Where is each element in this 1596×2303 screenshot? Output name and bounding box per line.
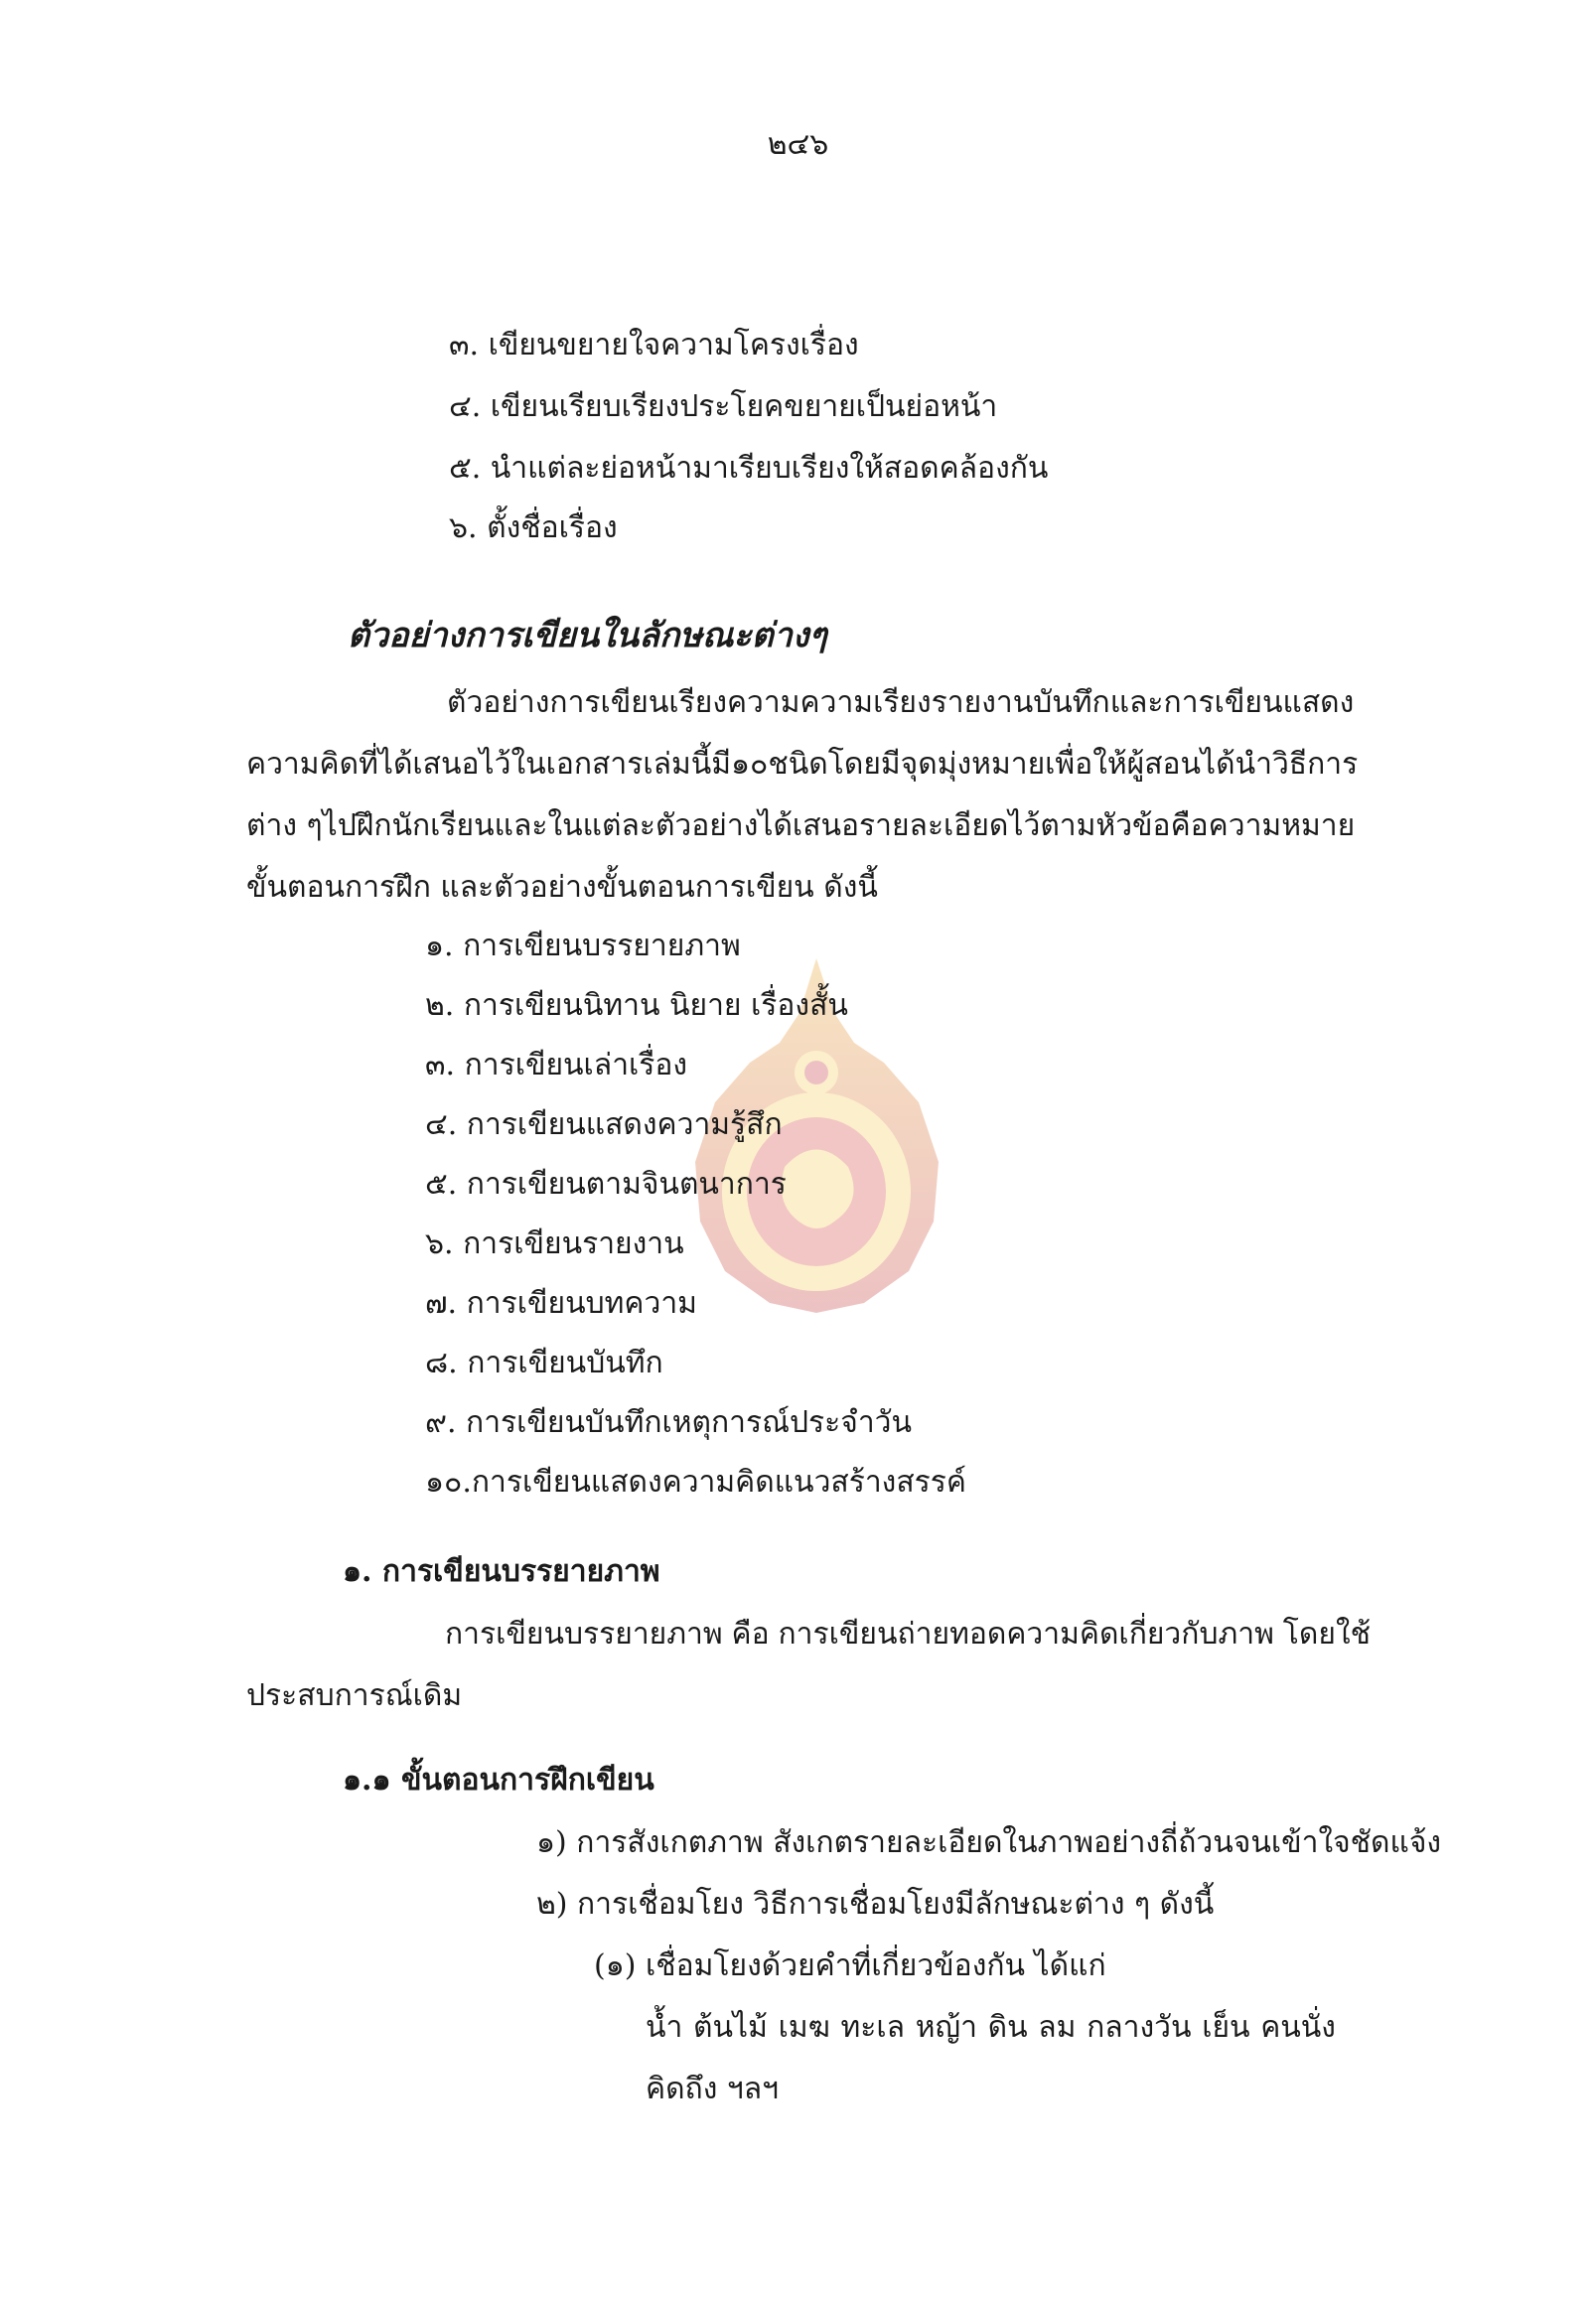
word: ลม <box>1038 2010 1077 2045</box>
word: เย็น <box>1202 2010 1250 2045</box>
text-segment: ไปฝึกนักเรียน <box>322 808 495 843</box>
page-number: ๒๔๖ <box>767 127 829 162</box>
paragraph-line: ขั้นตอนการฝึก และตัวอย่างขั้นตอนการเขียน ดังนี้ <box>246 870 878 905</box>
word: ต้นไม้ <box>693 2010 768 2045</box>
definition-line <box>445 1617 1371 1653</box>
word-line <box>646 2010 1336 2046</box>
writing-type-item: ๑๐.การเขียนแสดงความคิดแนวสร้างสรรค์ <box>425 1465 966 1500</box>
writing-type-item: ๔. การเขียนแสดงความรู้สึก <box>425 1107 783 1142</box>
text-segment: ตัวอย่างการเขียนเรียงความ <box>447 685 800 720</box>
text-segment: และในแต่ละตัวอย่างได้เสนอรายละเอียดไว้ตามหัวข้อ <box>494 808 1171 843</box>
sub-step: (๑) เชื่อมโยงด้วยคำที่เกี่ยวข้องกัน ได้แก่ <box>594 1948 1106 1983</box>
writing-type-item: ๕. การเขียนตามจินตนาการ <box>425 1167 787 1202</box>
text-segment: บันทึกและการเขียนแสดง <box>1033 685 1355 720</box>
writing-type-item: ๙. การเขียนบันทึกเหตุการณ์ประจำวัน <box>425 1405 913 1440</box>
text-segment: ต่าง ๆ <box>246 808 323 843</box>
practice-heading: ๑.๑ ขั้นตอนการฝึกเขียน <box>343 1763 654 1798</box>
writing-type-item: ๒. การเขียนนิทาน นิยาย เรื่องสั้น <box>425 988 848 1023</box>
text-segment: ความหมาย <box>1208 808 1356 843</box>
step-item: ๖. ตั้งชื่อเรื่อง <box>449 510 618 545</box>
paragraph-line <box>246 747 1359 783</box>
word: กลางวัน <box>1087 2010 1192 2045</box>
text-segment: โดยมีจุดมุ่งหมายเพื่อให้ผู้สอนได้นำวิธีการ <box>827 747 1359 782</box>
text-segment: รายงาน <box>931 685 1034 720</box>
writing-type-item: ๖. การเขียนรายงาน <box>425 1226 684 1261</box>
practice-step: ๑) การสังเกตภาพ สังเกตรายละเอียดในภาพอย่างถี่ถ้วนจนเข้าใจชัดแจ้ง <box>536 1825 1442 1860</box>
definition-line: ประสบการณ์เดิม <box>246 1678 463 1713</box>
text-segment: โดยใช้ <box>1282 1617 1371 1652</box>
text-segment: คือ <box>731 1617 770 1652</box>
step-item: ๕. นำแต่ละย่อหน้ามาเรียบเรียงให้สอดคล้องกัน <box>449 451 1049 486</box>
section-heading: ตัวอย่างการเขียนในลักษณะต่างๆ <box>348 616 827 655</box>
text-segment: การเขียนถ่ายทอดความคิดเกี่ยวกับภาพ <box>778 1617 1274 1652</box>
text-segment: ความเรียง <box>799 685 932 720</box>
writing-type-item: ๓. การเขียนเล่าเรื่อง <box>425 1048 688 1082</box>
word-line: คิดถึง ฯลฯ <box>646 2072 779 2106</box>
writing-type-item: ๘. การเขียนบันทึก <box>425 1346 663 1380</box>
word: ทะเล <box>840 2010 906 2045</box>
text-segment: ชนิด <box>768 747 828 782</box>
word: เมฆ <box>778 2010 830 2045</box>
paragraph-line <box>246 808 1356 844</box>
step-item: ๓. เขียนขยายใจความโครงเรื่อง <box>449 328 859 362</box>
text-segment: คือ <box>1170 808 1209 843</box>
practice-step: ๒) การเชื่อมโยง วิธีการเชื่อมโยงมีลักษณะต่าง ๆ ดังนี้ <box>536 1887 1215 1922</box>
step-item: ๔. เขียนเรียบเรียงประโยคขยายเป็นย่อหน้า <box>449 389 998 424</box>
paragraph-line <box>447 685 1355 721</box>
text-segment: ๑๐ <box>731 747 769 782</box>
word: ดิน <box>987 2010 1028 2045</box>
writing-type-item: ๑. การเขียนบรรยายภาพ <box>425 929 741 963</box>
word: หญ้า <box>915 2010 977 2045</box>
writing-type-item: ๗. การเขียนบทความ <box>425 1286 697 1321</box>
subsection-heading: ๑. การเขียนบรรยายภาพ <box>343 1554 660 1589</box>
text-segment: ความคิดที่ได้เสนอไว้ในเอกสารเล่มนี้มี <box>246 747 732 782</box>
text-segment: การเขียนบรรยายภาพ <box>445 1617 723 1652</box>
word: น้ำ <box>646 2010 683 2045</box>
word: คนนั่ง <box>1260 2010 1336 2045</box>
